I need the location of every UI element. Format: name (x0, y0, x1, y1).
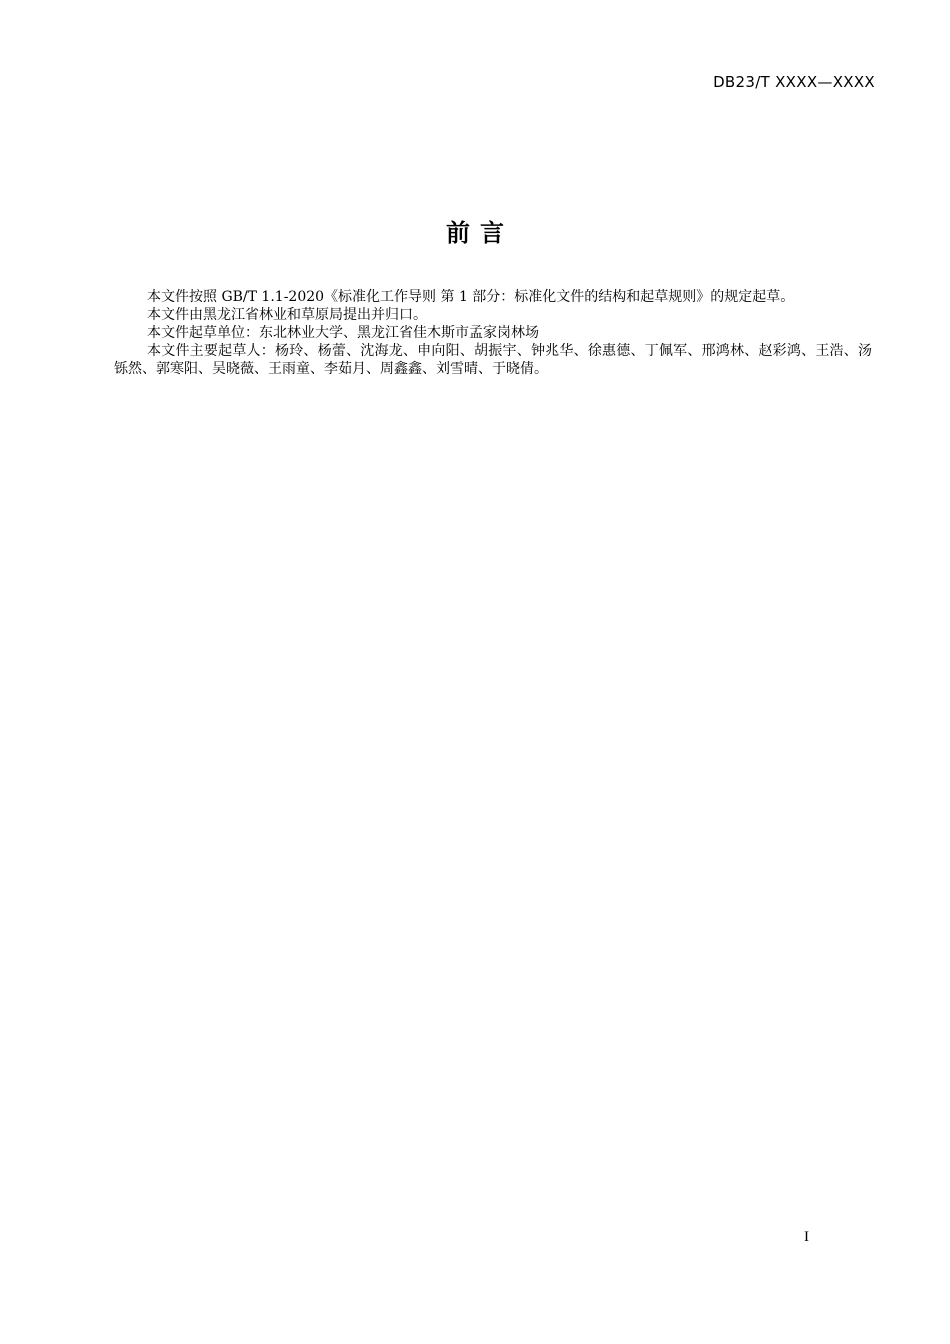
page-number: I (804, 1229, 809, 1245)
paragraph-drafting-rules: 本文件按照 GB/T 1.1-2020《标准化工作导则 第 1 部分：标准化文件的结构和起草规则》的规定起草。 (147, 289, 795, 305)
paragraph-drafters: 本文件主要起草人：杨玲、杨蕾、沈海龙、申向阳、胡振宇、钟兆华、徐惠德、丁佩军、邢鸿林、赵彩鸿、王浩、汤铄然、郭寒阳、吴晓薇、王雨童、李茹月、周鑫鑫、刘雪晴、于晓倩。 (114, 343, 872, 377)
page-title: 前言 (446, 219, 514, 247)
document-number: DB23/T XXXX—XXXX (713, 73, 875, 91)
foreword-body (114, 288, 872, 378)
paragraph-drafting-units: 本文件起草单位：东北林业大学、黑龙江省佳木斯市孟家岗林场 (147, 325, 539, 341)
paragraph-proposer: 本文件由黑龙江省林业和草原局提出并归口。 (147, 307, 427, 323)
